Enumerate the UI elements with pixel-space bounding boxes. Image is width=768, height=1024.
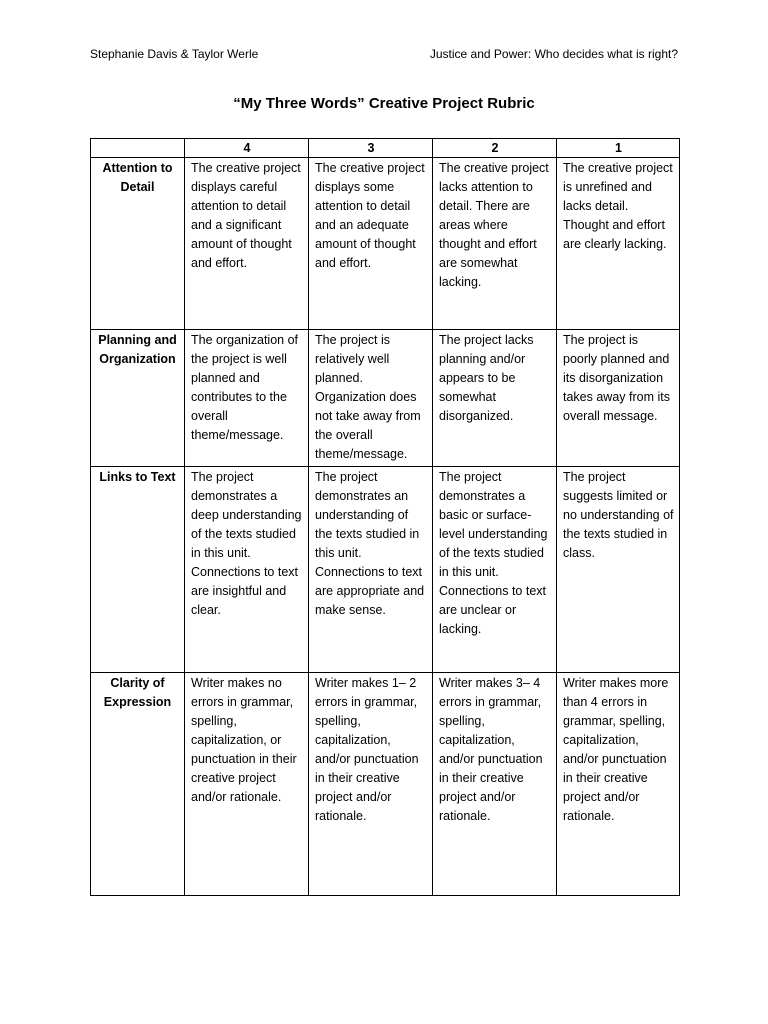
header-unit-title: Justice and Power: Who decides what is right?	[429, 47, 678, 61]
rubric-cell: The project is relatively well planned. Organization does not take away from the overall theme/message.	[309, 330, 433, 467]
table-row	[91, 673, 680, 896]
rubric-cell: Writer makes 1– 2 errors in grammar, spelling, capitalization, and/or punctuation in their creative project and/or rationale.	[309, 673, 433, 896]
rubric-cell: Writer makes no errors in grammar, spelling, capitalization, or punctuation in their creative project and/or rationale.	[185, 673, 309, 896]
rubric-cell: The organization of the project is well planned and contributes to the overall theme/message.	[185, 330, 309, 467]
row-header-planning-and-organization: Planning and Organization	[91, 330, 185, 467]
column-header-score-1: 1	[557, 139, 680, 158]
corner-cell	[91, 139, 185, 158]
header-authors: Stephanie Davis & Taylor Werle	[90, 47, 259, 61]
rubric-cell: Writer makes more than 4 errors in grammar, spelling, capitalization, and/or punctuation in their creative project and/or rationale.	[557, 673, 680, 896]
header-row	[91, 139, 680, 158]
rubric-cell: The project is poorly planned and its disorganization takes away from its overall message.	[557, 330, 680, 467]
row-header-links-to-text: Links to Text	[91, 467, 185, 673]
row-header-clarity-of-expression: Clarity of Expression	[91, 673, 185, 896]
page-header	[90, 45, 678, 63]
rubric-cell: Writer makes 3– 4 errors in grammar, spelling, capitalization, and/or punctuation in their creative project and/or rationale.	[433, 673, 557, 896]
rubric-cell: The project demonstrates a deep understanding of the texts studied in this unit. Connections to text are insightful and clear.	[185, 467, 309, 673]
rubric-cell: The project lacks planning and/or appears to be somewhat disorganized.	[433, 330, 557, 467]
rubric-cell: The creative project displays some attention to detail and an adequate amount of thought and effort.	[309, 158, 433, 330]
document-title: “My Three Words” Creative Project Rubric	[233, 95, 535, 112]
column-header-score-2: 2	[433, 139, 557, 158]
rubric-cell: The creative project lacks attention to detail. There are areas where thought and effort are somewhat lacking.	[433, 158, 557, 330]
rubric-cell: The project demonstrates a basic or surface-level understanding of the texts studied in this unit. Connections to text are unclear or lacking.	[433, 467, 557, 673]
column-header-score-4: 4	[185, 139, 309, 158]
table-row	[91, 467, 680, 673]
rubric-cell: The project demonstrates an understanding of the texts studied in this unit. Connections to text are appropriate and make sense.	[309, 467, 433, 673]
table-row	[91, 158, 680, 330]
column-header-score-3: 3	[309, 139, 433, 158]
table-row	[91, 330, 680, 467]
rubric-cell: The creative project is unrefined and lacks detail. Thought and effort are clearly lacking.	[557, 158, 680, 330]
rubric-table	[90, 138, 680, 896]
row-header-attention-to-detail: Attention to Detail	[91, 158, 185, 330]
rubric-cell: The project suggests limited or no understanding of the texts studied in class.	[557, 467, 680, 673]
rubric-cell: The creative project displays careful attention to detail and a significant amount of thought and effort.	[185, 158, 309, 330]
